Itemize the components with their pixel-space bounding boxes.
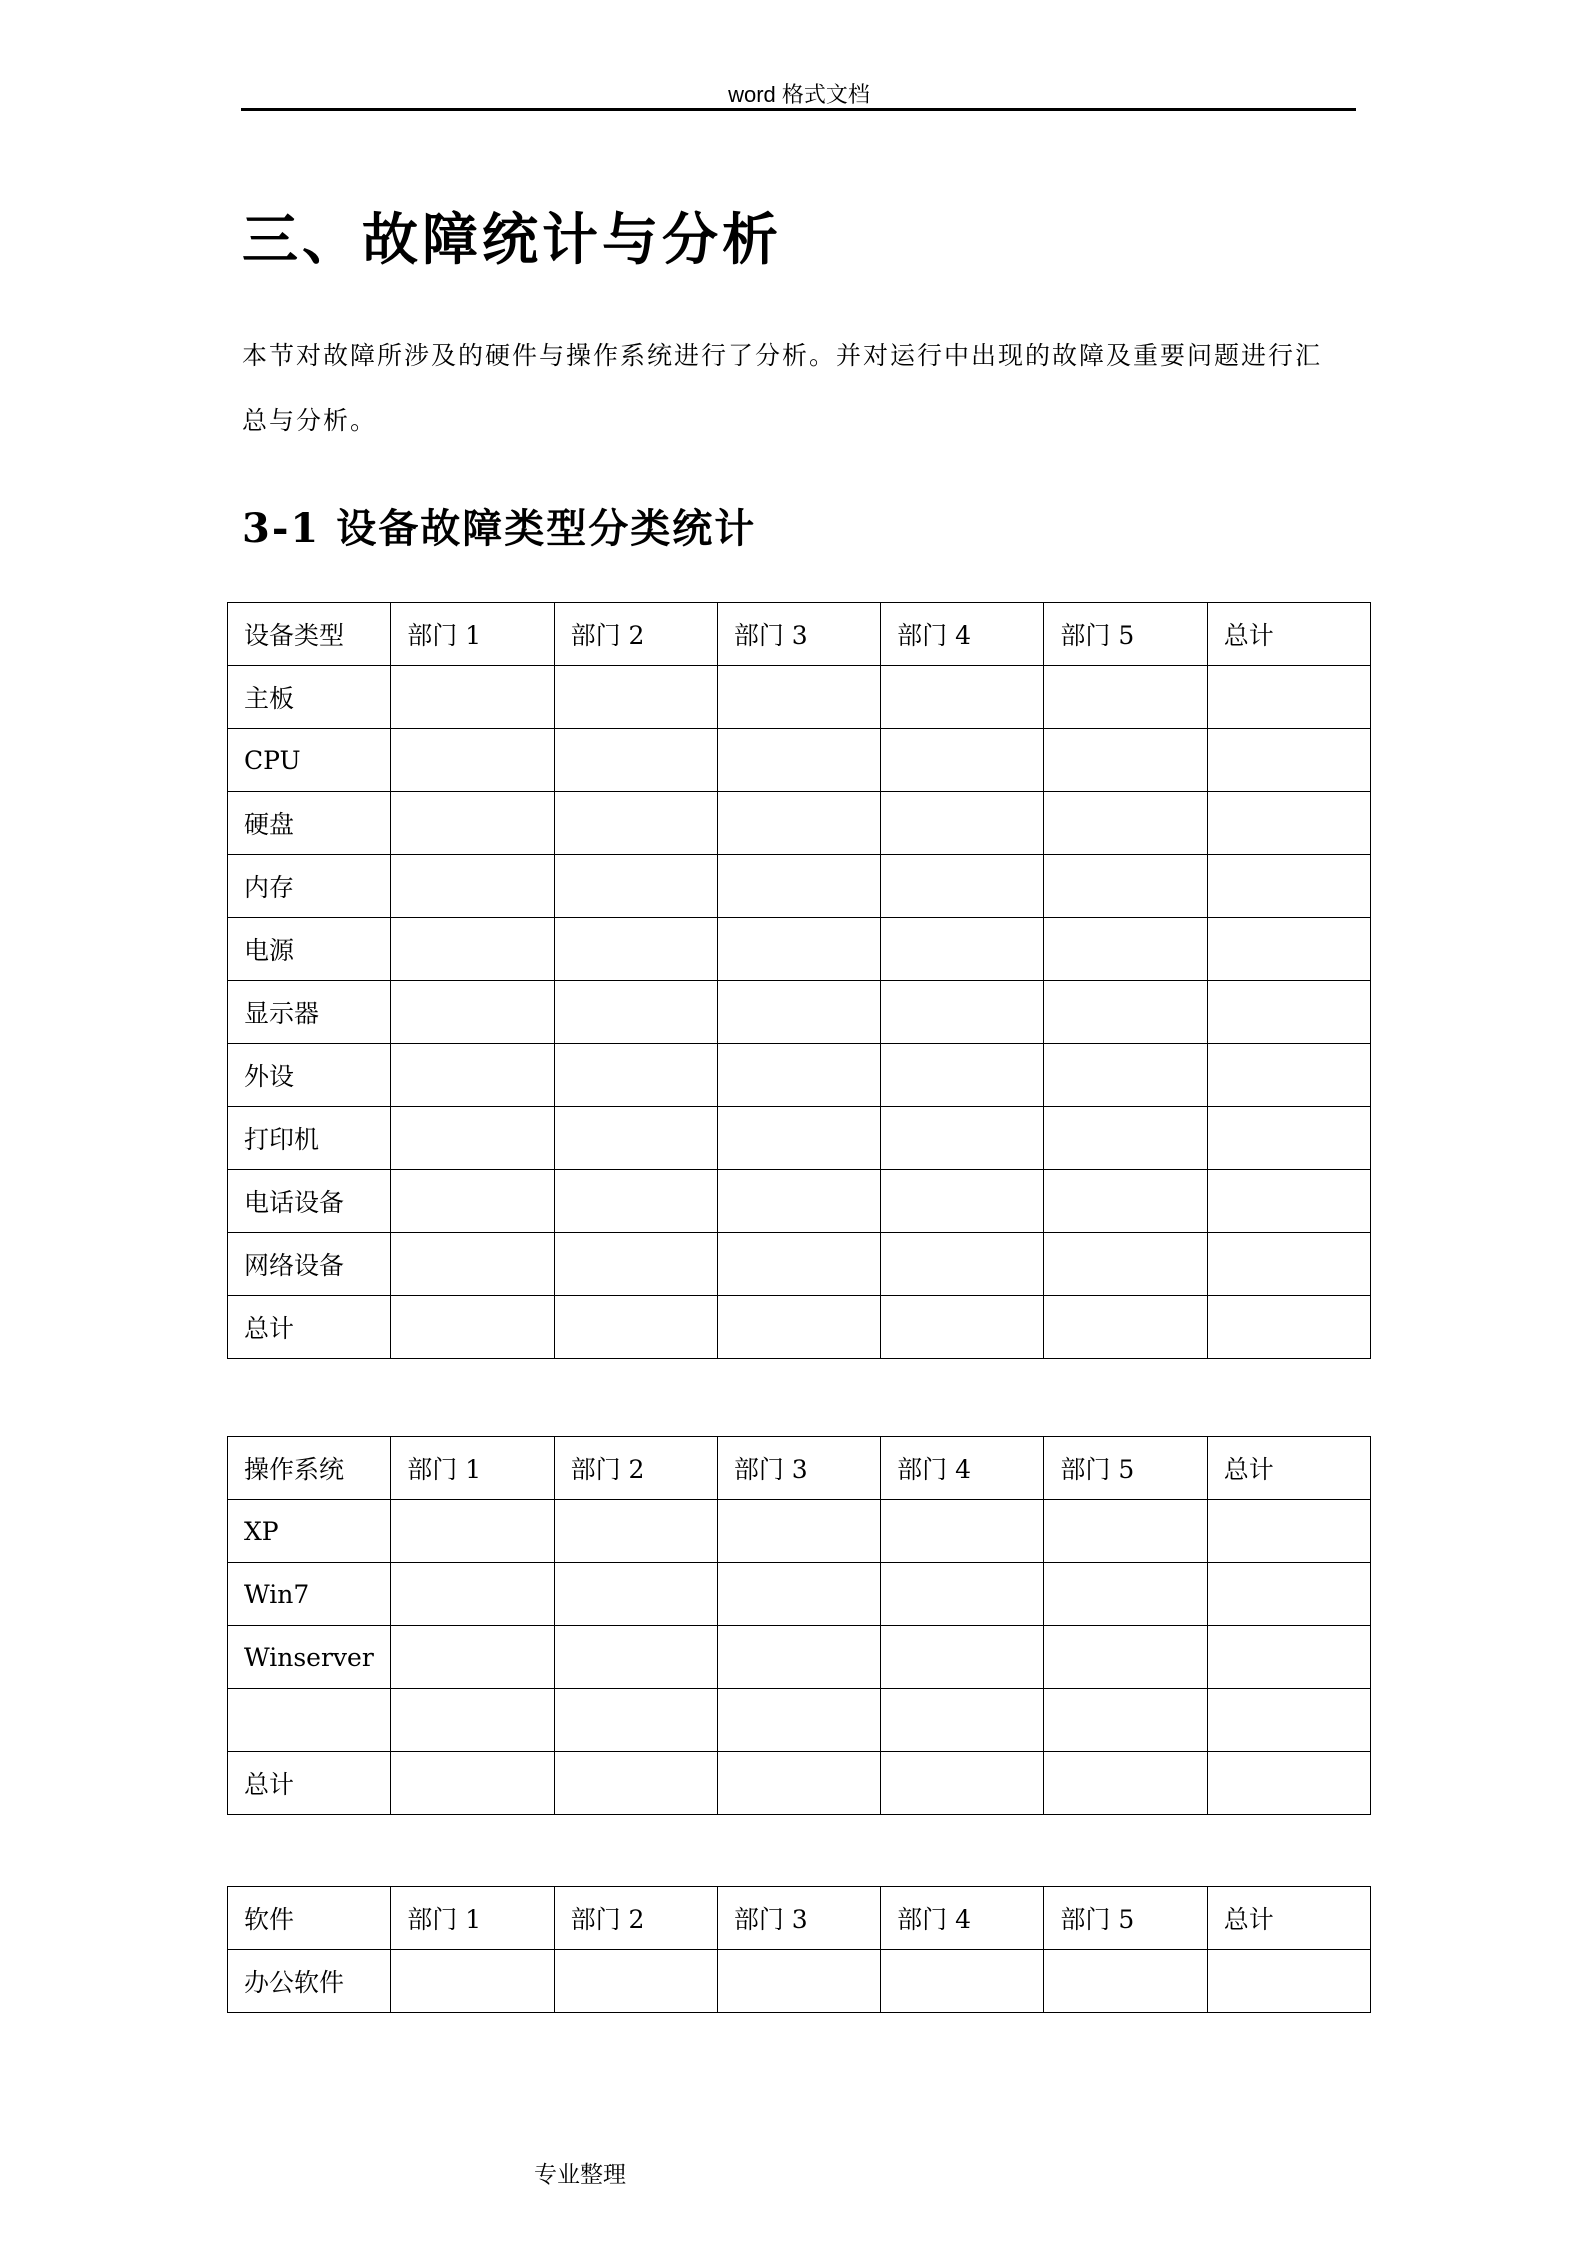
- row-label-cell: [228, 1689, 391, 1752]
- empty-cell: [881, 792, 1044, 855]
- page-footer-text: 专业整理: [534, 2162, 626, 2188]
- empty-cell: [1044, 855, 1207, 918]
- table-row: [228, 1044, 1371, 1107]
- empty-cell: [717, 1500, 880, 1563]
- empty-cell: [881, 1170, 1044, 1233]
- subsection-title: 3-1 设备故障类型分类统计: [242, 505, 757, 552]
- table-row: [228, 1296, 1371, 1359]
- header-cell: 部门 2: [554, 1437, 717, 1500]
- empty-cell: [1207, 1950, 1370, 2013]
- header-cell: 总计: [1207, 603, 1370, 666]
- empty-cell: [717, 792, 880, 855]
- empty-cell: [1207, 1626, 1370, 1689]
- empty-cell: [881, 1296, 1044, 1359]
- empty-cell: [1207, 1233, 1370, 1296]
- row-label-cell: 外设: [228, 1044, 391, 1107]
- header-cell: 软件: [228, 1887, 391, 1950]
- empty-cell: [1207, 1752, 1370, 1815]
- empty-cell: [554, 792, 717, 855]
- empty-cell: [554, 1500, 717, 1563]
- device-fault-table: [227, 602, 1371, 1359]
- empty-cell: [391, 1296, 554, 1359]
- table-row: [228, 1563, 1371, 1626]
- empty-cell: [717, 1170, 880, 1233]
- empty-cell: [1207, 918, 1370, 981]
- empty-cell: [1044, 1296, 1207, 1359]
- row-label-cell: 电源: [228, 918, 391, 981]
- empty-cell: [881, 729, 1044, 792]
- table-row: [228, 1950, 1371, 2013]
- table-row: [228, 1626, 1371, 1689]
- row-label-cell: 网络设备: [228, 1233, 391, 1296]
- empty-cell: [717, 1950, 880, 2013]
- empty-cell: [881, 981, 1044, 1044]
- table-row: [228, 1233, 1371, 1296]
- empty-cell: [717, 666, 880, 729]
- empty-cell: [717, 1044, 880, 1107]
- empty-cell: [1207, 729, 1370, 792]
- empty-cell: [1044, 918, 1207, 981]
- table-row: [228, 1107, 1371, 1170]
- empty-cell: [554, 1626, 717, 1689]
- empty-cell: [881, 1233, 1044, 1296]
- empty-cell: [554, 1563, 717, 1626]
- row-label-cell: 电话设备: [228, 1170, 391, 1233]
- empty-cell: [554, 1044, 717, 1107]
- table-header-row: [228, 603, 1371, 666]
- empty-cell: [717, 1752, 880, 1815]
- empty-cell: [391, 792, 554, 855]
- empty-cell: [881, 1044, 1044, 1107]
- row-label-cell: 打印机: [228, 1107, 391, 1170]
- empty-cell: [717, 855, 880, 918]
- empty-cell: [881, 1500, 1044, 1563]
- empty-cell: [391, 729, 554, 792]
- empty-cell: [391, 1950, 554, 2013]
- empty-cell: [554, 729, 717, 792]
- empty-cell: [554, 1296, 717, 1359]
- row-label-cell: 办公软件: [228, 1950, 391, 2013]
- row-label-cell: 内存: [228, 855, 391, 918]
- empty-cell: [391, 1752, 554, 1815]
- row-label-cell: CPU: [228, 729, 391, 792]
- os-fault-table: [227, 1436, 1371, 1815]
- row-label-cell: 主板: [228, 666, 391, 729]
- empty-cell: [881, 918, 1044, 981]
- empty-cell: [1207, 1170, 1370, 1233]
- empty-cell: [391, 1044, 554, 1107]
- header-cell: 部门 5: [1044, 1437, 1207, 1500]
- empty-cell: [1207, 855, 1370, 918]
- header-cell: 部门 1: [391, 603, 554, 666]
- empty-cell: [391, 1500, 554, 1563]
- table-row: [228, 1500, 1371, 1563]
- intro-paragraph-line2: 总与分析。: [242, 406, 378, 435]
- empty-cell: [391, 981, 554, 1044]
- empty-cell: [1207, 1500, 1370, 1563]
- table-row: [228, 1752, 1371, 1815]
- empty-cell: [391, 1170, 554, 1233]
- empty-cell: [391, 918, 554, 981]
- empty-cell: [717, 1689, 880, 1752]
- table-row: [228, 729, 1371, 792]
- empty-cell: [1207, 981, 1370, 1044]
- row-label-cell: 显示器: [228, 981, 391, 1044]
- empty-cell: [717, 1233, 880, 1296]
- empty-cell: [1044, 981, 1207, 1044]
- empty-cell: [1044, 1752, 1207, 1815]
- empty-cell: [1044, 1626, 1207, 1689]
- empty-cell: [554, 666, 717, 729]
- header-cell: 部门 4: [881, 1437, 1044, 1500]
- empty-cell: [717, 729, 880, 792]
- empty-cell: [1044, 1170, 1207, 1233]
- empty-cell: [1044, 792, 1207, 855]
- empty-cell: [1044, 729, 1207, 792]
- row-label-cell: Win7: [228, 1563, 391, 1626]
- empty-cell: [717, 1563, 880, 1626]
- empty-cell: [1044, 666, 1207, 729]
- header-cell: 部门 3: [717, 1437, 880, 1500]
- empty-cell: [1044, 1950, 1207, 2013]
- empty-cell: [717, 1107, 880, 1170]
- empty-cell: [554, 855, 717, 918]
- empty-cell: [881, 666, 1044, 729]
- empty-cell: [717, 918, 880, 981]
- empty-cell: [554, 1233, 717, 1296]
- empty-cell: [881, 855, 1044, 918]
- empty-cell: [1207, 1563, 1370, 1626]
- table-row: [228, 1689, 1371, 1752]
- empty-cell: [554, 1752, 717, 1815]
- header-cell: 部门 4: [881, 1887, 1044, 1950]
- header-cell: 部门 4: [881, 603, 1044, 666]
- empty-cell: [881, 1752, 1044, 1815]
- empty-cell: [881, 1563, 1044, 1626]
- empty-cell: [717, 1296, 880, 1359]
- empty-cell: [391, 1563, 554, 1626]
- row-label-cell: 总计: [228, 1752, 391, 1815]
- empty-cell: [1044, 1233, 1207, 1296]
- empty-cell: [1207, 1296, 1370, 1359]
- table-header-row: [228, 1437, 1371, 1500]
- empty-cell: [881, 1950, 1044, 2013]
- header-cell: 部门 3: [717, 1887, 880, 1950]
- table-row: [228, 1170, 1371, 1233]
- empty-cell: [554, 918, 717, 981]
- software-fault-table: [227, 1886, 1371, 2013]
- empty-cell: [1207, 666, 1370, 729]
- row-label-cell: 硬盘: [228, 792, 391, 855]
- header-cell: 总计: [1207, 1437, 1370, 1500]
- intro-paragraph-line1: 本节对故障所涉及的硬件与操作系统进行了分析。并对运行中出现的故障及重要问题进行汇: [242, 341, 1323, 370]
- empty-cell: [717, 981, 880, 1044]
- table-row: [228, 666, 1371, 729]
- empty-cell: [391, 1233, 554, 1296]
- header-cell: 部门 2: [554, 603, 717, 666]
- header-divider: [241, 108, 1356, 111]
- table-row: [228, 855, 1371, 918]
- empty-cell: [1207, 1044, 1370, 1107]
- empty-cell: [1207, 792, 1370, 855]
- empty-cell: [1207, 1689, 1370, 1752]
- header-cell: 部门 3: [717, 603, 880, 666]
- empty-cell: [1207, 1107, 1370, 1170]
- header-cell: 操作系统: [228, 1437, 391, 1500]
- row-label-cell: XP: [228, 1500, 391, 1563]
- header-cell: 部门 5: [1044, 603, 1207, 666]
- table-row: [228, 918, 1371, 981]
- page-header-text: word 格式文档: [728, 82, 870, 107]
- header-cell: 设备类型: [228, 603, 391, 666]
- empty-cell: [554, 1170, 717, 1233]
- section-title: 三、故障统计与分析: [242, 207, 782, 273]
- empty-cell: [391, 855, 554, 918]
- empty-cell: [554, 981, 717, 1044]
- empty-cell: [1044, 1107, 1207, 1170]
- empty-cell: [717, 1626, 880, 1689]
- empty-cell: [1044, 1500, 1207, 1563]
- empty-cell: [881, 1626, 1044, 1689]
- empty-cell: [881, 1107, 1044, 1170]
- empty-cell: [391, 666, 554, 729]
- header-cell: 部门 2: [554, 1887, 717, 1950]
- empty-cell: [1044, 1689, 1207, 1752]
- empty-cell: [554, 1107, 717, 1170]
- table-header-row: [228, 1887, 1371, 1950]
- header-cell: 部门 1: [391, 1437, 554, 1500]
- row-label-cell: Winserver: [228, 1626, 391, 1689]
- empty-cell: [554, 1689, 717, 1752]
- row-label-cell: 总计: [228, 1296, 391, 1359]
- empty-cell: [1044, 1044, 1207, 1107]
- header-cell: 总计: [1207, 1887, 1370, 1950]
- empty-cell: [391, 1689, 554, 1752]
- header-cell: 部门 5: [1044, 1887, 1207, 1950]
- header-cell: 部门 1: [391, 1887, 554, 1950]
- table-row: [228, 981, 1371, 1044]
- empty-cell: [391, 1626, 554, 1689]
- empty-cell: [391, 1107, 554, 1170]
- empty-cell: [1044, 1563, 1207, 1626]
- table-row: [228, 792, 1371, 855]
- empty-cell: [554, 1950, 717, 2013]
- empty-cell: [881, 1689, 1044, 1752]
